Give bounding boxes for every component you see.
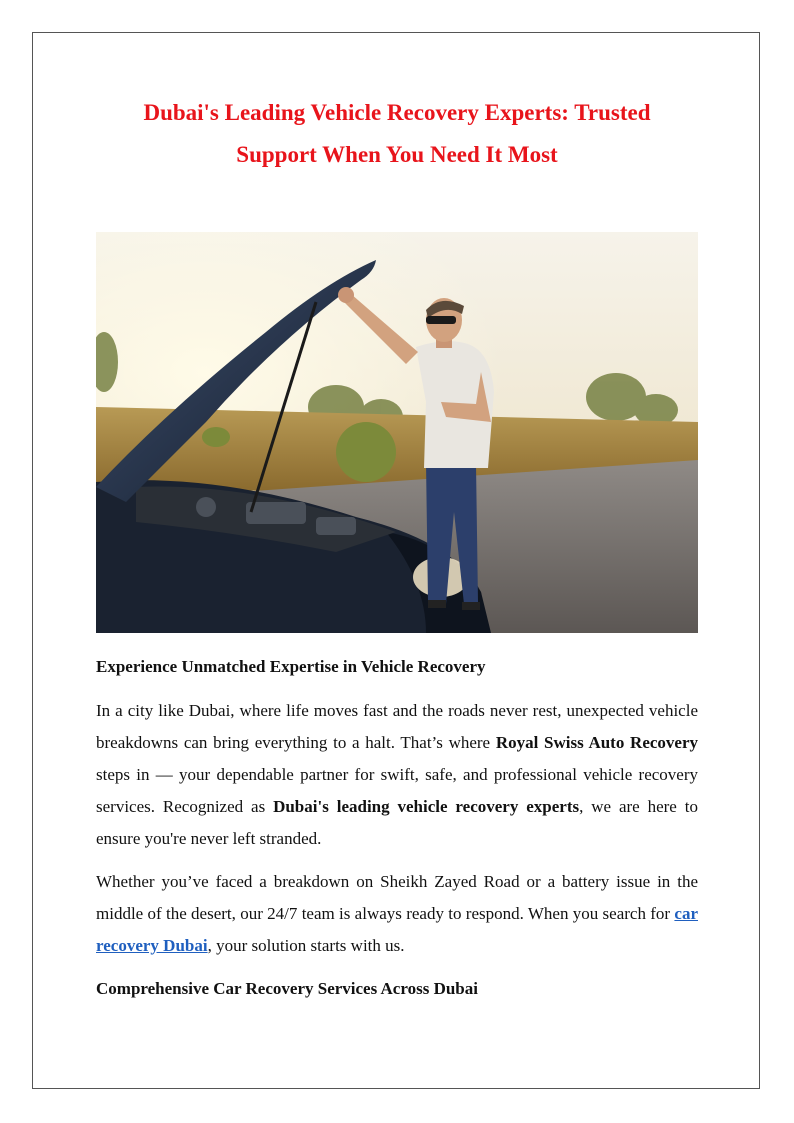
paragraph-service: [96, 866, 698, 962]
experts-phrase-bold: Dubai's leading vehicle recovery experts: [273, 797, 580, 816]
page-title: [96, 92, 698, 176]
paragraph-intro-text-e: , we are here to ensure you're never left stranded.: [96, 797, 698, 848]
section-heading-services: Comprehensive Car Recovery Services Across Dubai: [96, 979, 478, 998]
car-recovery-dubai-link[interactable]: car recovery Dubai: [96, 904, 698, 955]
page-title-line-1: Dubai's Leading Vehicle Recovery Experts: Trusted: [143, 100, 651, 125]
page-title-line-2: Support When You Need It Most: [236, 142, 558, 167]
paragraph-service-text-a: Whether you’ve faced a breakdown on Sheikh Zayed Road or a battery issue in the middle of the desert, our 24/7 team is always ready to respond. When you search for: [96, 872, 698, 923]
paragraph-intro-text-c: steps in — your dependable partner for swift, safe, and professional vehicle recovery services. Recognized as: [96, 765, 698, 816]
man-with-broken-car-photo: [96, 232, 698, 633]
section-heading-expertise: Experience Unmatched Expertise in Vehicle Recovery: [96, 657, 486, 676]
paragraph-intro-text-a: In a city like Dubai, where life moves fast and the roads never rest, unexpected vehicle breakdowns can bring everything to a halt. That’s where: [96, 701, 698, 752]
company-name-bold: Royal Swiss Auto Recovery: [495, 733, 698, 752]
hero-image: [96, 232, 698, 633]
paragraph-service-text-c: , your solution starts with us.: [207, 936, 405, 955]
paragraph-intro: [96, 695, 698, 855]
